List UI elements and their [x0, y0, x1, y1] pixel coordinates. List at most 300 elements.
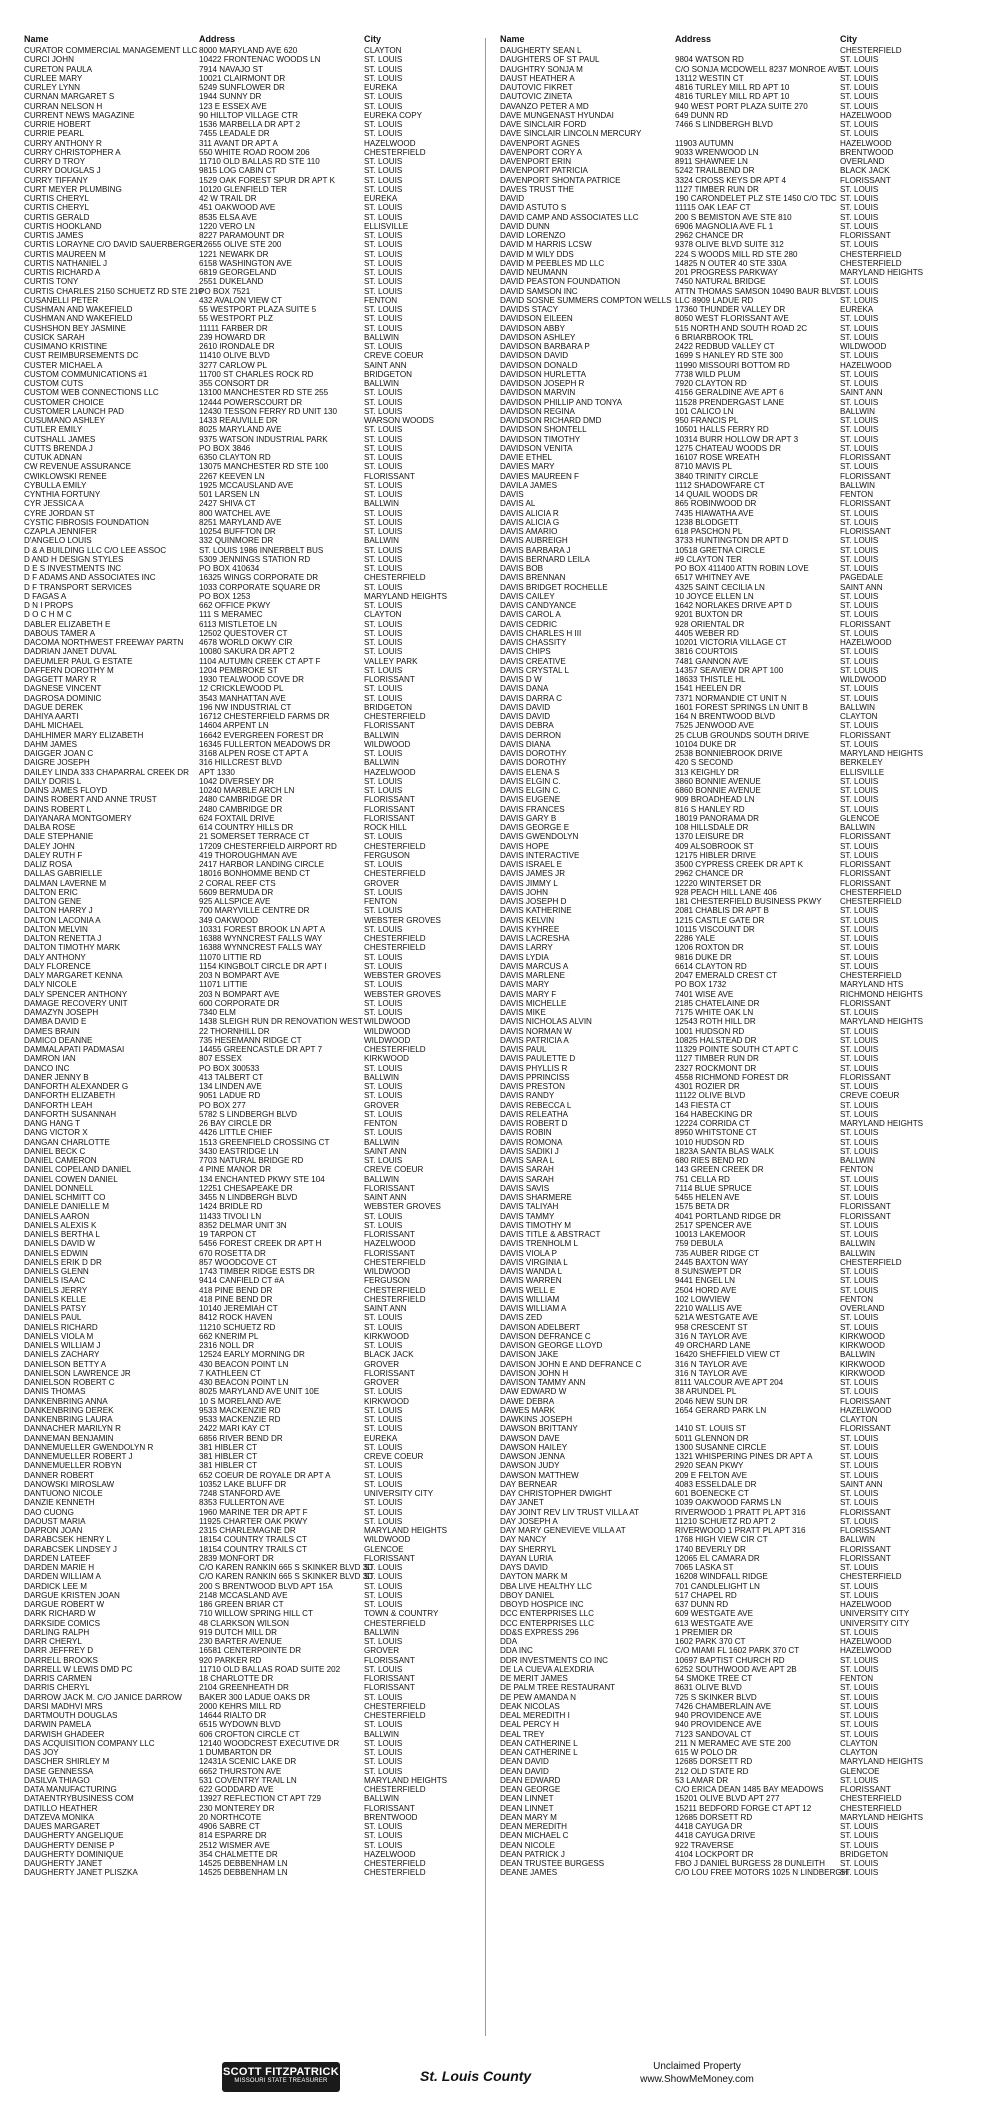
owner-city: ST. LOUIS [840, 286, 879, 296]
owner-name: DEAL TREY [500, 1729, 545, 1739]
owner-city: ST. LOUIS [840, 351, 879, 361]
owner-name: DARABCSEK LINDSEY J [24, 1544, 117, 1554]
owner-address: 16388 WYNNCREST FALLS WAY [199, 934, 323, 943]
owner-name: DAVIS FRANCES [500, 804, 565, 814]
owner-name: DAUGHERTY JANET [24, 1859, 103, 1868]
owner-city: ST. LOUIS [364, 1720, 403, 1730]
owner-city: ST. LOUIS [364, 1637, 403, 1646]
owner-city: HAZELWOOD [840, 1600, 892, 1609]
owner-name: DAUES MARGARET [24, 1822, 101, 1831]
owner-name: DEAN CATHERINE L [500, 1738, 578, 1748]
owner-name: DAVIS RANDY [500, 1091, 555, 1101]
owner-name: DEAN LINNET [500, 1803, 554, 1813]
owner-city: FLORISSANT [840, 175, 891, 185]
owner-name: DEAN CATHERINE L [500, 1748, 578, 1757]
owner-name: D F ADAMS AND ASSOCIATES INC [24, 573, 156, 583]
owner-city: CHESTERFIELD [364, 869, 426, 879]
owner-name: DAVISON JOHN E AND DEFRANCE C [500, 1359, 642, 1369]
owner-name: DAY MARY GENEVIEVE VILLA AT [500, 1526, 626, 1535]
owner-address: 11700 ST CHARLES ROCK RD [199, 369, 314, 379]
owner-address: 1541 HEELEN DR [675, 684, 742, 694]
owner-address: 16325 WINGS CORPORATE DR [199, 573, 319, 583]
owner-name: D E S INVESTMENTS INC [24, 564, 122, 573]
owner-address: 18154 COUNTRY TRAILS CT [199, 1544, 307, 1554]
owner-name: DAWES MARK [500, 1405, 556, 1415]
owner-name: CYBULLA EMILY [24, 480, 87, 490]
owner-name: DASILVA THIAGO [24, 1775, 90, 1785]
owner-name: DAVIS PAULETTE D [500, 1054, 576, 1064]
owner-name: DDA INC [500, 1646, 533, 1656]
owner-city: FLORISSANT [840, 1211, 891, 1221]
owner-name: D AND H DESIGN STYLES [24, 554, 124, 564]
owner-city: GROVER [364, 878, 400, 888]
owner-address: 2286 YALE [675, 934, 716, 943]
owner-name: DAVIDSON BARBARA P [500, 342, 590, 351]
owner-address: 14357 SEAVIEW DR APT 100 [675, 665, 784, 675]
owner-city: ST. LOUIS [840, 295, 879, 305]
owner-address: 8025 MARYLAND AVE UNIT 10E [199, 1387, 320, 1397]
owner-city: BALLWIN [840, 1248, 875, 1258]
owner-address: C/O ERICA DEAN 1485 BAY MEADOWS [675, 1785, 824, 1794]
owner-city: ST. LOUIS [840, 1581, 879, 1591]
owner-name: DAVIS PPRINCISS [500, 1072, 570, 1082]
owner-name: DAVISON GEORGE LLOYD [500, 1341, 603, 1350]
owner-city: ST. LOUIS [840, 64, 879, 74]
owner-name: DARWIN PAMELA [24, 1720, 92, 1730]
owner-city: ST. LOUIS [364, 647, 403, 657]
owner-name: DAVIS JAMES JR [500, 869, 566, 879]
owner-name: DAVIS MIKE [500, 1008, 546, 1017]
owner-name: DAVIS DANA [500, 684, 549, 694]
owner-city: MARYLAND HEIGHTS [840, 1119, 924, 1128]
owner-address: 7920 CLAYTON RD [675, 379, 747, 388]
owner-city: ST. LOUIS [840, 1128, 879, 1138]
owner-name: DAVIS GWENDOLYN [500, 832, 579, 842]
owner-name: DAGNESE VINCENT [24, 684, 102, 694]
owner-name: DANIELS RICHARD [24, 1322, 98, 1332]
owner-address: 2 CORAL REEF CTS [199, 878, 276, 888]
owner-address: 1112 SHADOWFARE CT [675, 480, 765, 490]
owner-city: CHESTERFIELD [364, 1285, 426, 1295]
owner-name: DANNEMUELLER ROBERT J [24, 1452, 133, 1461]
owner-city: FLORISSANT [840, 231, 891, 240]
owner-address: RIVERWOOD 1 PRATT PL APT 316 [675, 1507, 806, 1517]
owner-city: WILDWOOD [840, 675, 887, 684]
owner-city: ST. LOUIS [364, 1757, 403, 1767]
owner-address: 7426 CHAMBERLAIN AVE [675, 1701, 772, 1711]
owner-name: DALY ANTHONY [24, 952, 86, 962]
owner-name: DEAN GEORGE [500, 1785, 561, 1794]
owner-name: CURRY D TROY [24, 157, 86, 166]
owner-address: 1 DUMBARTON DR [199, 1748, 272, 1757]
owner-city: FLORISSANT [840, 1396, 891, 1406]
owner-city: FENTON [840, 490, 874, 499]
owner-address: 316 N TAYLOR AVE [675, 1331, 748, 1341]
owner-address: 6856 RIVER BEND DR [199, 1433, 283, 1443]
owner-address: 14604 ARPENT LN [199, 721, 269, 731]
owner-name: DEAL MEREDITH I [500, 1711, 570, 1720]
owner-name: DANIELS ERIK D DR [24, 1257, 102, 1267]
owner-address: 613 WESTGATE AVE [675, 1618, 753, 1628]
owner-city: UNIVERSITY CITY [364, 1489, 434, 1498]
owner-name: DAVIDSON HURLETTA [500, 369, 587, 379]
owner-name: DAVIS DERRON [500, 730, 562, 740]
owner-city: FLORISSANT [364, 1674, 415, 1683]
owner-address: PO BOX 7521 [199, 286, 251, 296]
owner-name: DALTON HARRY J [24, 906, 93, 916]
owner-name: DATA MANUFACTURING [24, 1785, 117, 1794]
owner-address: LLC 8909 LADUE RD [675, 295, 754, 305]
owner-name: DAVIS ROMONA [500, 1137, 563, 1147]
owner-city: MARYLAND HEIGHTS [364, 591, 448, 601]
owner-address: 2962 CHANCE DR [675, 869, 744, 879]
owner-name: DAVIS NORMAN W [500, 1026, 572, 1036]
owner-city: ST. LOUIS [840, 1840, 879, 1850]
owner-name: DAY SHERRYL [500, 1544, 557, 1554]
owner-name: D FAGAS A [24, 591, 67, 601]
owner-name: DAVIS WILLIAM [500, 1294, 560, 1304]
owner-city: ST. LOUIS [364, 203, 403, 213]
owner-name: DANIELS PAUL [24, 1313, 82, 1323]
owner-address: 15201 OLIVE BLVD APT 277 [675, 1794, 780, 1804]
owner-name: CUTTS BRENDA J [24, 443, 93, 453]
owner-address: 381 HIBLER CT [199, 1461, 258, 1471]
owner-address: 7248 STANFORD AVE [199, 1489, 281, 1498]
owner-name: DAILEY LINDA 333 CHAPARRAL CREEK DR [24, 767, 189, 777]
owner-address: 4104 LOCKPORT DR [675, 1849, 754, 1859]
owner-name: DACOMA NORTHWEST FREEWAY PARTN [24, 638, 184, 647]
owner-address: 10240 MARBLE ARCH LN [199, 786, 295, 795]
owner-address: C/O LOU FREE MOTORS 1025 N LINDBERGH [675, 1868, 848, 1878]
owner-city: HAZELWOOD [364, 1239, 416, 1249]
owner-name: DAVIS SADIKI J [500, 1146, 559, 1156]
owner-address: 2480 CAMBRIDGE DR [199, 795, 283, 805]
owner-name: DEAN DAVID [500, 1766, 549, 1776]
owner-city: FLORISSANT [364, 1368, 415, 1378]
address-header: Address [675, 34, 712, 44]
owner-address: 10104 DUKE DR [675, 739, 737, 749]
owner-address: 313 KEIGHLY DR [675, 767, 740, 777]
owner-name: DAVIS DIANA [500, 739, 551, 749]
owner-city: ST. LOUIS [840, 665, 879, 675]
owner-address: 1300 SUSANNE CIRCLE [675, 1442, 767, 1452]
owner-name: DABLER ELIZABETH E [24, 619, 111, 629]
owner-address: 186 GREEN BRIAR CT [199, 1600, 284, 1609]
owner-city: BALLWIN [840, 406, 875, 416]
owner-name: DAVIDSON JOSEPH R [500, 379, 585, 388]
owner-city: CLAYTON [840, 1415, 878, 1424]
owner-address: 13100 MANCHESTER RD STE 255 [199, 388, 329, 398]
owner-name: DAVID DUNN [500, 221, 550, 231]
owner-city: FLORISSANT [840, 1072, 891, 1082]
owner-address: 5242 TRAILBEND DR [675, 166, 755, 176]
owner-city: WEBSTER GROVES [364, 1202, 441, 1212]
owner-address: ATTN THOMAS SAMSON 10490 BAUR BLVD [675, 286, 842, 296]
owner-name: CUSUMANO ASHLEY [24, 416, 105, 425]
owner-city: FLORISSANT [840, 869, 891, 879]
owner-address: 928 ORIENTAL DR [675, 619, 745, 629]
owner-address: 2551 DUKELAND [199, 277, 264, 287]
owner-city: ST. LOUIS [840, 1859, 879, 1868]
owner-city: FLORISSANT [364, 1803, 415, 1813]
owner-address: 12224 CORRIDA CT [675, 1119, 750, 1128]
owner-city: CHESTERFIELD [840, 897, 902, 906]
owner-name: DAPRON JOAN [24, 1526, 83, 1535]
owner-name: CURTIS NATHANIEL J [24, 258, 108, 268]
owner-city: ST. LOUIS [364, 1738, 403, 1748]
owner-city: ST. LOUIS [364, 462, 403, 472]
owner-name: DAVID NEUMANN [500, 268, 568, 277]
owner-city: HAZELWOOD [840, 638, 892, 647]
owner-city: CHESTERFIELD [364, 943, 426, 953]
owner-address: 662 OFFICE PKWY [199, 601, 271, 610]
owner-city: ST. LOUIS [364, 1387, 403, 1397]
owner-name: DAHM JAMES [24, 739, 78, 749]
owner-city: FLORISSANT [840, 878, 891, 888]
owner-name: DAVIS DOROTHY [500, 758, 567, 768]
owner-address: 22 THORNHILL DR [199, 1026, 270, 1036]
owner-city: FLORISSANT [840, 471, 891, 481]
owner-city: ST. LOUIS [840, 786, 879, 795]
owner-address: 1529 OAK FOREST SPUR DR APT K [199, 175, 335, 185]
owner-name: DANIELS ZACHARY [24, 1350, 100, 1360]
owner-city: BERKELEY [840, 758, 883, 768]
owner-city: ST. LOUIS [364, 924, 403, 934]
owner-name: DAVIS LARRY [500, 943, 553, 953]
owner-city: EUREKA COPY [364, 110, 423, 120]
owner-city: CHESTERFIELD [364, 841, 426, 851]
owner-name: DAHIYA AARTI [24, 712, 79, 721]
owner-city: FLORISSANT [840, 1424, 891, 1434]
owner-city: ST. LOUIS [840, 379, 879, 388]
owner-address: 735 AUBER RIDGE CT [675, 1248, 760, 1258]
owner-name: DAYTON MARK M [500, 1572, 568, 1582]
owner-address: 759 DEBULA [675, 1239, 724, 1249]
owner-address: 1221 NEWARK DR [199, 249, 269, 259]
owner-city: BRIDGETON [364, 702, 412, 712]
owner-city: ST. LOUIS [364, 1322, 403, 1332]
owner-name: DAHL MICHAEL [24, 721, 84, 731]
owner-address: 521A WESTGATE AVE [675, 1313, 758, 1323]
owner-name: DAVID CAMP AND ASSOCIATES LLC [500, 212, 639, 222]
owner-address: 101 CALICO LN [675, 406, 734, 416]
owner-name: DANIELSON BETTY A [24, 1359, 107, 1369]
owner-name: DALY FLORENCE [24, 961, 91, 971]
address-header: Address [199, 34, 236, 44]
owner-city: BALLWIN [364, 730, 399, 740]
owner-city: CHESTERFIELD [840, 46, 902, 55]
owner-address: 230 BARTER AVENUE [199, 1637, 282, 1646]
owner-city: ST. LOUIS [840, 1109, 879, 1119]
owner-address: 2512 WISMER AVE [199, 1840, 270, 1850]
owner-city: ST. LOUIS [364, 1572, 403, 1582]
owner-city: ST. LOUIS [364, 1341, 403, 1350]
owner-city: ST. LOUIS [840, 628, 879, 638]
owner-address: 928 PEACH HILL LANE 406 [675, 887, 777, 897]
owner-address: 609 WESTGATE AVE [675, 1609, 753, 1619]
owner-name: DAVID ASTUTO S [500, 203, 567, 213]
owner-name: DAVIE ETHEL [500, 453, 553, 462]
owner-name: DANIELS JERRY [24, 1285, 88, 1295]
owner-address: 49 ORCHARD LANE [675, 1341, 751, 1350]
owner-name: DAVIS LACRESHA [500, 934, 570, 943]
owner-city: CHESTERFIELD [364, 1618, 426, 1628]
owner-city: MARYLAND HEIGHTS [840, 1812, 924, 1822]
owner-city: CHESTERFIELD [364, 147, 426, 157]
owner-name: DAVIS CAILEY [500, 591, 555, 601]
owner-address: PO BOX 411400 ATTN ROBIN LOVE [675, 564, 809, 573]
owner-name: DAUST HEATHER A [500, 73, 575, 83]
owner-address: 12251 CHESAPEAKE DR [199, 1183, 293, 1193]
owner-name: DAVIS MARY [500, 980, 550, 990]
owner-city: ST. LOUIS [840, 1035, 879, 1045]
owner-name: CURLEE MARY [24, 73, 83, 83]
owner-city: RICHMOND HEIGHTS [840, 989, 923, 999]
owner-name: CUSTOM CUTS [24, 379, 84, 388]
owner-name: DAUGHTRY SONJA M [500, 64, 583, 74]
owner-name: DAVIS JOSEPH D [500, 897, 567, 906]
owner-address: 1513 GREENFIELD CROSSING CT [199, 1137, 330, 1147]
owner-address: 1925 MCCAUSLAND AVE [199, 480, 294, 490]
owner-name: DAVIS DAVID [500, 702, 551, 712]
owner-name: DBOYD HOSPICE INC [500, 1600, 584, 1609]
owner-address: 349 OAKWOOD [199, 915, 258, 925]
owner-city: ST. LOUIS [840, 425, 879, 435]
owner-name: DALTON RENETTA J [24, 934, 102, 943]
owner-city: BALLWIN [840, 1350, 875, 1360]
owner-city: SAINT ANN [364, 1304, 407, 1313]
owner-address: 1960 MARINE TER DR APT F [199, 1507, 308, 1517]
owner-address: 16345 FULLERTON MEADOWS DR [199, 739, 331, 749]
owner-address: C/O KAREN RANKIN 665 S SKINKER BLVD 3D [199, 1572, 373, 1582]
owner-name: DAWSON JUDY [500, 1461, 560, 1471]
owner-city: ST. LOUIS [840, 693, 879, 703]
owner-address: 7114 BLUE SPRUCE [675, 1183, 752, 1193]
owner-address: 13075 MANCHESTER RD STE 100 [199, 462, 329, 472]
owner-city: ST. LOUIS [364, 1063, 403, 1073]
owner-name: DAVID [500, 194, 525, 203]
owner-name: DE PALM TREE RESTAURANT [500, 1683, 616, 1693]
owner-city: UNIVERSITY CITY [840, 1618, 910, 1628]
owner-city: ST. LOUIS [364, 952, 403, 962]
owner-name: DARRELL BROOKS [24, 1655, 98, 1665]
owner-address: 1215 CASTLE GATE DR [675, 915, 765, 925]
owner-name: DAILY DORIS L [24, 776, 82, 786]
owner-address: 10 JOYCE ELLEN LN [675, 591, 754, 601]
owner-address: 2962 CHANCE DR [675, 231, 744, 240]
owner-city: CHESTERFIELD [364, 934, 426, 943]
owner-address: 652 COEUR DE ROYALE DR APT A [199, 1470, 331, 1480]
owner-name: DAVIS SAVIS [500, 1183, 550, 1193]
owner-name: CURT MEYER PLUMBING [24, 184, 122, 194]
owner-address: PO BOX 1732 [675, 980, 727, 990]
owner-address: 1275 CHATEAU WOODS DR [675, 443, 781, 453]
owner-name: CURTIS CHERYL [24, 203, 89, 213]
owner-address: 418 PINE BEND DR [199, 1294, 273, 1304]
owner-city: ST. LOUIS [840, 1831, 879, 1841]
owner-address: 123 E ESSEX AVE [199, 101, 267, 111]
owner-name: DE LA CUEVA ALEXDRIA [500, 1664, 594, 1674]
owner-name: DAVIS SARA L [500, 1156, 555, 1165]
owner-address: 7175 WHITE OAK LN [675, 1008, 754, 1017]
owner-address: 7123 SANDOVAL CT [675, 1729, 752, 1739]
owner-city: FENTON [364, 295, 398, 305]
owner-address: 14 QUAIL WOODS DR [675, 490, 758, 499]
owner-name: DAVIS SARAH [500, 1174, 554, 1184]
owner-address: 21 SOMERSET TERRACE CT [199, 832, 310, 842]
owner-city: CHESTERFIELD [840, 1794, 902, 1804]
owner-name: CURTIS GERALD [24, 212, 90, 222]
owner-address: 7914 NAVAJO ST [199, 64, 264, 74]
owner-name: DAY JANET [500, 1498, 544, 1508]
owner-city: ST. LOUIS [364, 490, 403, 499]
owner-city: ST. LOUIS [364, 1211, 403, 1221]
owner-city: ST. LOUIS [364, 388, 403, 398]
owner-address: 501 LARSEN LN [199, 490, 260, 499]
owner-city: ST. LOUIS [840, 184, 879, 194]
owner-city: BALLWIN [364, 1794, 399, 1804]
owner-name: DAVIS MARY F [500, 989, 557, 999]
owner-city: ST. LOUIS [840, 915, 879, 925]
owner-name: DAVIDSON TIMOTHY [500, 434, 581, 444]
owner-address: 55 WESTPORT PLZ [199, 314, 273, 324]
owner-name: DAVIDSON DAVID [500, 351, 569, 361]
owner-address: 9441 ENGEL LN [675, 1276, 735, 1286]
owner-address: 1768 HIGH VIEW CIR CT [675, 1535, 768, 1545]
website-link[interactable]: www.ShowMeMoney.com [640, 2074, 754, 2085]
owner-name: DAVID M HARRIS LCSW [500, 240, 592, 250]
owner-name: CURCI JOHN [24, 55, 74, 65]
owner-name: DANIELS ALEXIS K [24, 1220, 97, 1230]
owner-address: 11710 OLD BALLAS ROAD SUITE 202 [199, 1664, 341, 1674]
owner-address: 7455 LEADALE DR [199, 129, 270, 139]
owner-address: 8025 MARYLAND AVE [199, 425, 282, 435]
owner-name: DANIEL COPELAND DANIEL [24, 1165, 132, 1175]
owner-address: 3733 HUNTINGTON DR APT D [675, 536, 789, 546]
owner-name: DALY SPENCER ANTHONY [24, 989, 128, 999]
owner-city: ST. LOUIS [840, 906, 879, 916]
owner-address: 2427 SHIVA CT [199, 499, 256, 509]
owner-name: DALIZ ROSA [24, 860, 73, 869]
owner-address: 332 QUINMORE DR [199, 536, 274, 546]
owner-city: ST. LOUIS [364, 175, 403, 185]
owner-address: 9375 WATSON INDUSTRIAL PARK [199, 434, 328, 444]
owner-name: CURTIS TONY [24, 277, 79, 287]
owner-name: CUSICK SARAH [24, 332, 85, 342]
owner-name: DAVIS ELGIN C. [500, 776, 561, 786]
owner-address: 381 HIBLER CT [199, 1452, 258, 1461]
owner-city: ST. LOUIS [840, 1470, 879, 1480]
owner-city: EUREKA [840, 305, 874, 314]
owner-name: DAVIS WARREN [500, 1276, 562, 1286]
owner-name: DAVIDS STACY [500, 305, 559, 314]
owner-address: 11528 PRENDERGAST LANE [675, 397, 785, 407]
owner-address: 18019 PANORAMA DR [675, 813, 759, 823]
owner-name: DALMAN LAVERNE M [24, 878, 107, 888]
owner-address: 5782 S LINDBERGH BLVD [199, 1109, 297, 1119]
owner-address: 409 ALSOBROOK ST [675, 841, 754, 851]
owner-name: DATZEVA MONIKA [24, 1812, 94, 1822]
owner-city: ST. LOUIS [364, 406, 403, 416]
owner-address: 201 PROGRESS PARKWAY [675, 268, 778, 277]
owner-city: ST. LOUIS [840, 1692, 879, 1702]
owner-address: 6614 CLAYTON RD [675, 961, 747, 971]
owner-name: DAWSON DAVE [500, 1433, 560, 1443]
owner-address: 6906 MAGNOLIA AVE FL 1 [675, 221, 774, 231]
owner-name: DAVIS PAUL [500, 1045, 547, 1054]
owner-city: ST. LOUIS [364, 1220, 403, 1230]
owner-address: 3168 ALPEN ROSE CT APT A [199, 749, 309, 758]
